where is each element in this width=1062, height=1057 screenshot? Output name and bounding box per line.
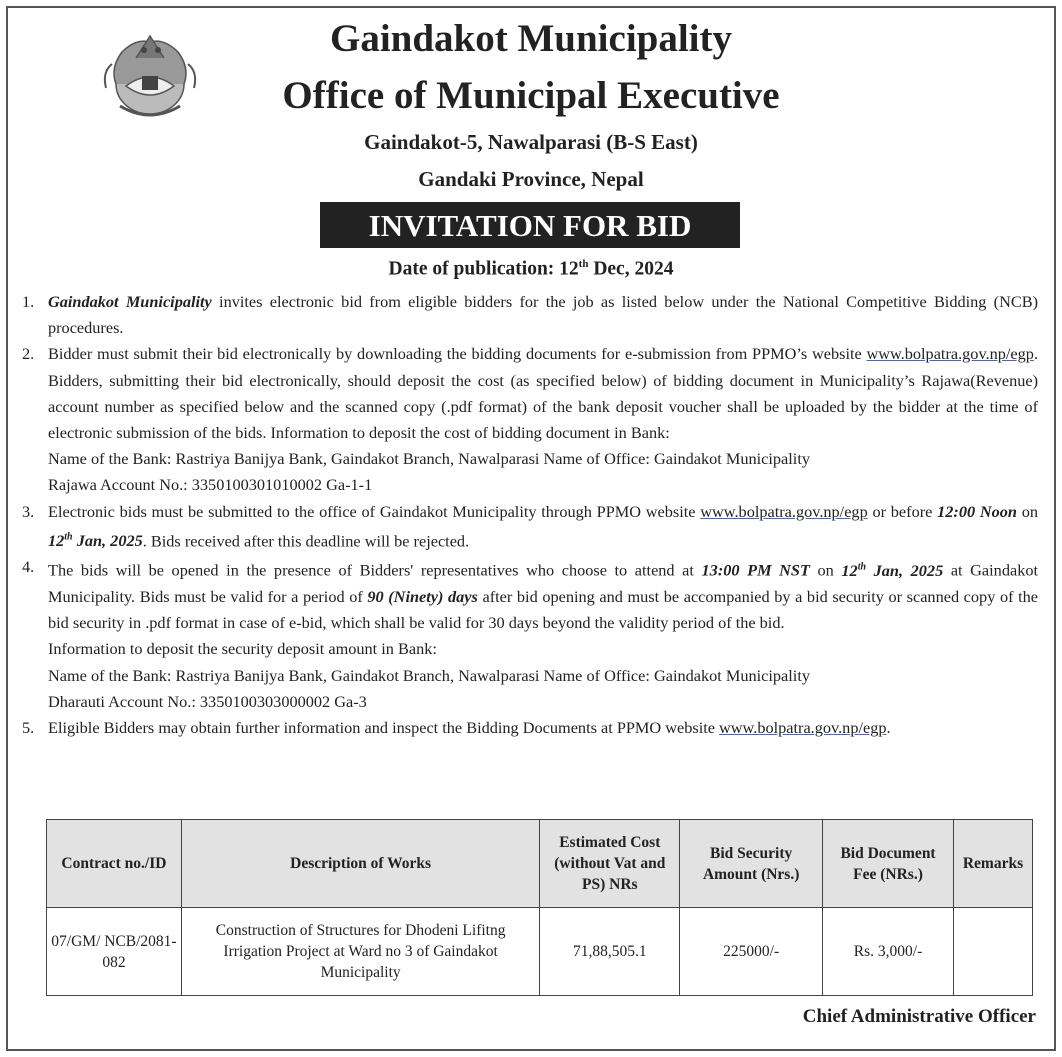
- table-row: [47, 908, 1033, 996]
- table-header: Bid Document Fee (NRs.): [823, 820, 954, 908]
- address-line: Gaindakot-5, Nawalparasi (B-S East): [364, 130, 698, 154]
- bid-table: [46, 819, 1033, 996]
- notice-item-3: 3. Electronic bids must be submitted to the office of Gaindakot Municipality through PPMO website www.bolpatra.gov.np/egp or before 12:00 Noon on 12th Jan, 2025. Bids received after this deadline will be rejected.: [22, 501, 1039, 551]
- signature-title: Chief Administrative Officer: [802, 1006, 1036, 1027]
- table-cell: 225000/-: [680, 908, 823, 996]
- table-header: Description of Works: [181, 820, 539, 908]
- office-title: Office of Municipal Executive: [282, 74, 780, 117]
- ppmo-link[interactable]: www.bolpatra.gov.np/egp: [719, 718, 887, 738]
- dharauti-account: Dharauti Account No.: 3350100303000002 Ga-3: [48, 691, 367, 711]
- ppmo-link[interactable]: www.bolpatra.gov.np/egp: [866, 344, 1034, 364]
- table-header: Remarks: [953, 820, 1032, 908]
- ppmo-link[interactable]: www.bolpatra.gov.np/egp: [700, 501, 868, 521]
- province-line: Gandaki Province, Nepal: [418, 167, 644, 191]
- rajawa-account: Rajawa Account No.: 3350100301010002 Ga-1-1: [48, 475, 373, 495]
- invitation-banner: INVITATION FOR BID: [320, 202, 740, 248]
- table-cell: Rs. 3,000/-: [823, 908, 954, 996]
- table-header: Contract no./ID: [47, 820, 182, 908]
- page-title: Gaindakot Municipality: [330, 17, 732, 60]
- publication-date: Date of publication: 12th Dec, 2024: [388, 258, 674, 280]
- table-cell: [953, 908, 1032, 996]
- table-cell: Construction of Structures for Dhodeni Lifitng Irrigation Project at Ward no 3 of Gaindakot Municipality: [181, 908, 539, 996]
- notice-item-1: 1. Gaindakot Municipality invites electronic bid from eligible bidders for the job as listed below under the National Competitive Bidding (NCB) procedures.: [22, 292, 1038, 338]
- security-info: Information to deposit the security deposit amount in Bank:: [48, 639, 437, 659]
- table-header: Estimated Cost (without Vat and PS) NRs: [540, 820, 680, 908]
- table-cell: 07/GM/ NCB/2081-082: [47, 908, 182, 996]
- notice-item-2: 2. Bidder must submit their bid electronically by downloading the bidding documents for e-submission from PPMO’s website www.bolpatra.gov.np/egp. Bidders, submitting their bid electronically, should deposit the cost (as specified below) of bidding document in Municipality’s Rajawa(Revenue) account number as specified below and the scanned copy (.pdf format) of the bank deposit voucher shall be uploaded by the bidder at the time of electronic submission of the bids. Information to deposit the cost of bidding document in Bank: Name of the Bank: Rastriya Banijya Bank, Gaindakot Branch, Nawalparasi Name of Office: Gaindakot Municipality Rajawa Account No.: 3350100301010002 Ga-1-1: [22, 341, 1038, 498]
- notice-items: [22, 289, 1038, 741]
- table-header-row: [47, 820, 1033, 908]
- notice-item-5: 5. Eligible Bidders may obtain further information and inspect the Bidding Documents at PPMO website www.bolpatra.gov.np/egp.: [22, 718, 891, 738]
- bank-info: Name of the Bank: Rastriya Banijya Bank, Gaindakot Branch, Nawalparasi Name of Office: Gaindakot Municipality: [48, 449, 810, 469]
- bank-info: Name of the Bank: Rastriya Banijya Bank, Gaindakot Branch, Nawalparasi Name of Office: Gaindakot Municipality: [48, 665, 810, 685]
- table-cell: 71,88,505.1: [540, 908, 680, 996]
- notice-item-4: 4. The bids will be opened in the presence of Bidders' representatives who choose to attend at 13:00 PM NST on 12th Jan, 2025 at Gaindakot Municipality. Bids must be valid for a period of 90 (Ninety) days after bid opening and must be accompanied by a bid security or scanned copy of the bid security in .pdf format in case of e-bid, which shall be valid for 30 days beyond the validity period of the bid. Information to deposit the security deposit amount in Bank: Name of the Bank: Rastriya Banijya Bank, Gaindakot Branch, Nawalparasi Name of Office: Gaindakot Municipality Dharauti Account No.: 3350100303000002 Ga-3: [22, 554, 1038, 715]
- table-header: Bid Security Amount (Nrs.): [680, 820, 823, 908]
